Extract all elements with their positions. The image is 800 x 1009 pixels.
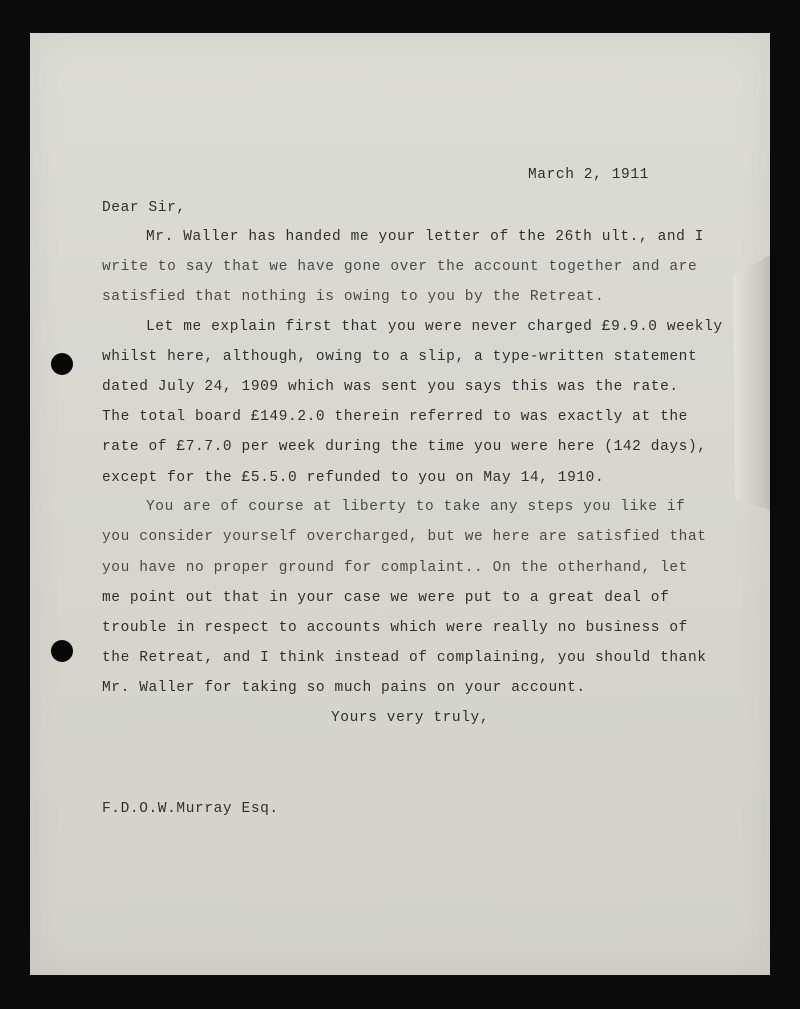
letter-salutation: Dear Sir, <box>102 200 186 216</box>
punch-hole-top <box>51 353 73 375</box>
body-line: you have no proper ground for complaint.. On the otherhand, let <box>102 560 688 576</box>
body-line: write to say that we have gone over the account together and are <box>102 259 698 275</box>
letter-date: March 2, 1911 <box>528 167 649 183</box>
body-line: trouble in respect to accounts which were really no business of <box>102 620 688 636</box>
body-line: me point out that in your case we were put to a great deal of <box>102 590 670 606</box>
body-line: The total board £149.2.0 therein referred to was exactly at the <box>102 409 688 425</box>
punch-hole-bottom <box>51 640 73 662</box>
body-line: dated July 24, 1909 which was sent you says this was the rate. <box>102 379 679 395</box>
body-line: except for the £5.5.0 refunded to you on May 14, 1910. <box>102 470 605 486</box>
body-line: satisfied that nothing is owing to you by the Retreat. <box>102 289 605 305</box>
body-line: Mr. Waller for taking so much pains on your account. <box>102 680 586 696</box>
body-line: Let me explain first that you were never charged £9.9.0 weekly <box>146 319 723 335</box>
body-line: whilst here, although, owing to a slip, a type-written statement <box>102 349 698 365</box>
body-line: You are of course at liberty to take any steps you like if <box>146 499 686 515</box>
letter-addressee: F.D.O.W.Murray Esq. <box>102 801 279 817</box>
letter-closing: Yours very truly, <box>331 710 490 726</box>
torn-paper-edge <box>733 255 770 510</box>
body-line: rate of £7.7.0 per week during the time you were here (142 days), <box>102 439 707 455</box>
body-line: the Retreat, and I think instead of complaining, you should thank <box>102 650 707 666</box>
body-line: Mr. Waller has handed me your letter of the 26th ult., and I <box>146 229 705 245</box>
body-line: you consider yourself overcharged, but we here are satisfied that <box>102 529 707 545</box>
